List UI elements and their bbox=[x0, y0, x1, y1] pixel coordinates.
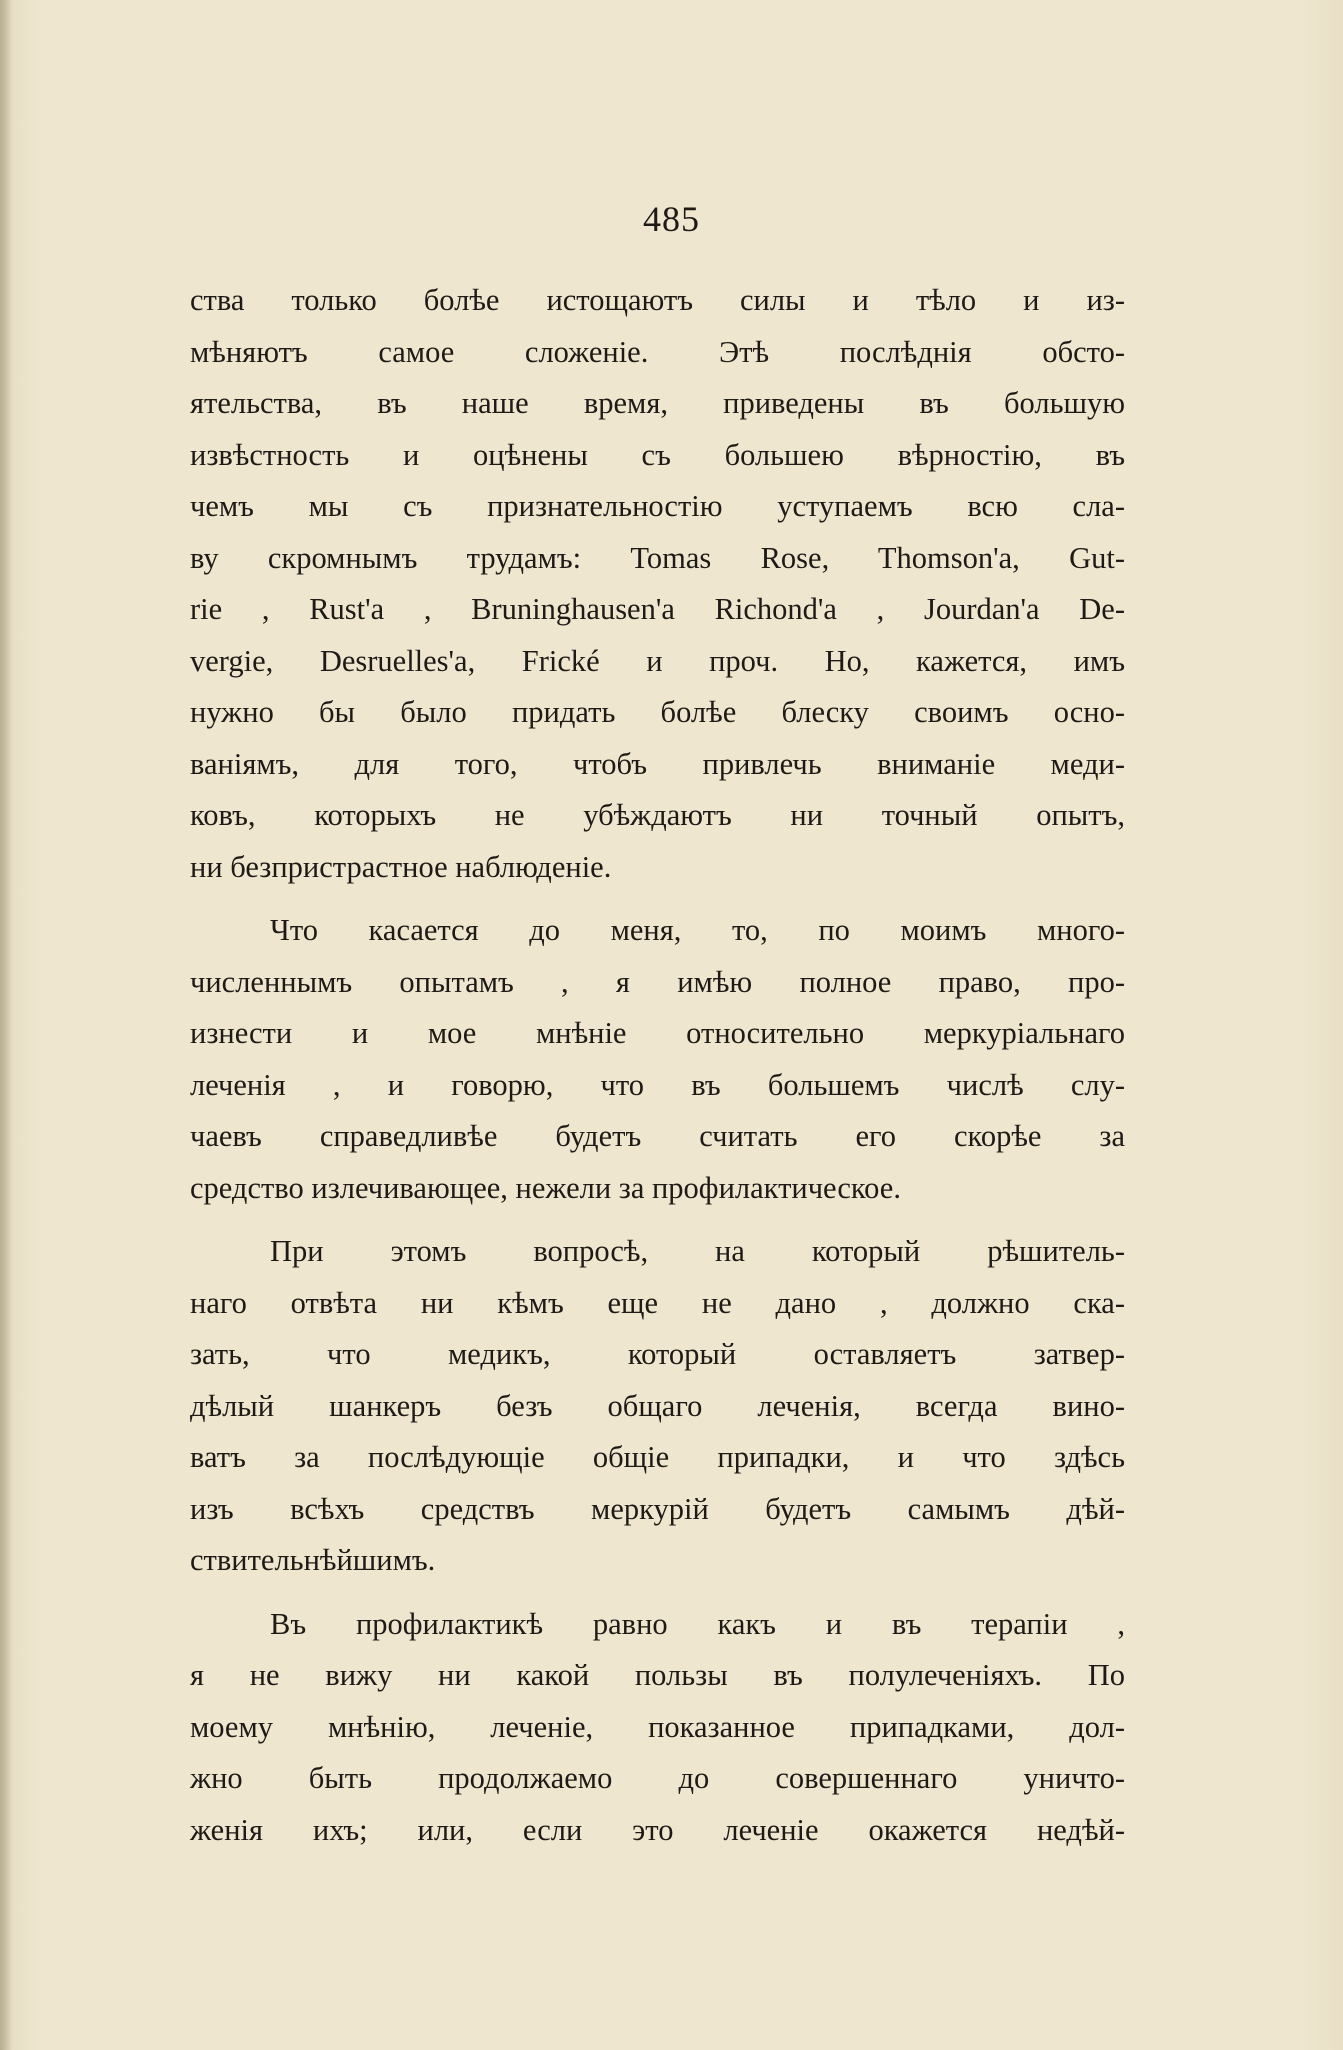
text-line: моему мнѣнію, леченіе, показанное припадками, дол- bbox=[190, 1709, 1125, 1744]
text-line: дѣлый шанкеръ безъ общаго леченія, всегда вино- bbox=[190, 1388, 1125, 1423]
page-number: 485 bbox=[643, 199, 700, 239]
text-line: численнымъ опытамъ , я имѣю полное право, про- bbox=[190, 964, 1125, 999]
body-text bbox=[190, 275, 1125, 1856]
binding-shadow bbox=[0, 0, 12, 2050]
text-line: изнести и мое мнѣніе относительно меркуріальнаго bbox=[190, 1016, 1125, 1050]
text-line: я не вижу ни какой пользы въ полулеченіяхъ. По bbox=[190, 1658, 1125, 1692]
text-line: ни безпристрастное наблюденіе. bbox=[190, 849, 612, 884]
text-line: изъ всѣхъ средствъ меркурій будетъ самымъ дѣй- bbox=[190, 1491, 1125, 1526]
paragraph-2 bbox=[190, 905, 1125, 1214]
text-line: ваніямъ, для того, чтобъ привлечь вниманіе меди- bbox=[190, 746, 1125, 781]
text-line: жно быть продолжаемо до совершеннаго уничто- bbox=[190, 1761, 1125, 1795]
text-line: чаевъ справедливѣе будетъ считать его скорѣе за bbox=[190, 1119, 1125, 1153]
text-line: женія ихъ; или, если это леченіе окажется недѣй- bbox=[190, 1812, 1125, 1847]
text-line: ватъ за послѣдующіе общіе припадки, и что здѣсь bbox=[190, 1440, 1125, 1474]
text-line: ствительнѣйшимъ. bbox=[190, 1543, 436, 1577]
text-line: При этомъ вопросѣ, на который рѣшитель- bbox=[270, 1234, 1125, 1268]
text-line: нужно бы было придать болѣе блеску своимъ осно- bbox=[190, 695, 1125, 729]
text-line: чемъ мы съ признательностію уступаемъ всю сла- bbox=[190, 489, 1125, 523]
text-line: vergie, Desruelles'a, Frické и проч. Но, кажется, имъ bbox=[190, 643, 1125, 678]
text-line: Въ профилактикѣ равно какъ и въ терапіи , bbox=[270, 1606, 1125, 1641]
text-line: мѣняютъ самое сложеніе. Этѣ послѣднія обсто- bbox=[190, 334, 1125, 369]
text-line: ковъ, которыхъ не убѣждаютъ ни точный опытъ, bbox=[190, 798, 1125, 832]
text-line: ятельства, въ наше время, приведены въ большую bbox=[190, 386, 1125, 420]
paragraph-3 bbox=[190, 1226, 1125, 1587]
text-line: извѣстность и оцѣнены съ большею вѣрностію, въ bbox=[190, 437, 1125, 472]
text-line: ства только болѣе истощаютъ силы и тѣло и из- bbox=[190, 283, 1125, 317]
paragraph-4 bbox=[190, 1599, 1125, 1857]
text-line: наго отвѣта ни кѣмъ еще не дано , должно ска- bbox=[190, 1285, 1125, 1320]
text-line: зать, что медикъ, который оставляетъ затвер- bbox=[190, 1337, 1125, 1371]
text-line: ву скромнымъ трудамъ: Tomas Rose, Thomson'a, Gut- bbox=[190, 540, 1125, 575]
text-line: rie , Rust'a , Bruninghausen'a Richond'a , Jourdan'a De- bbox=[190, 592, 1125, 626]
text-line: Что касается до меня, то, по моимъ много- bbox=[270, 913, 1125, 947]
paragraph-1 bbox=[190, 275, 1125, 893]
text-line: средство излечивающее, нежели за профилактическое. bbox=[190, 1170, 901, 1205]
text-line: леченія , и говорю, что въ большемъ числѣ слу- bbox=[190, 1067, 1125, 1102]
